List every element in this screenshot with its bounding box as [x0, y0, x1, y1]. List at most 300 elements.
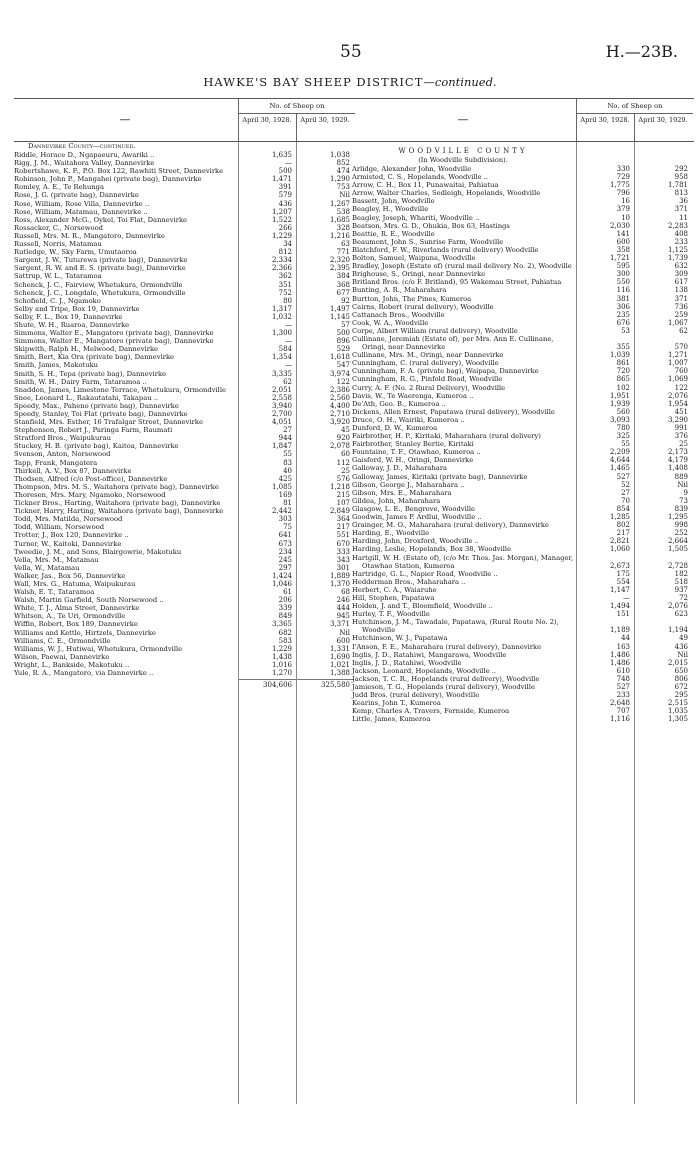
owner-name: Curry, A. F. (No. 2 Rural Delivery), Woodville — [352, 383, 506, 392]
sheep-1929: 2,320 — [329, 256, 350, 265]
owner-name: Shute, W. H., Ruaroa, Dannevirke — [14, 320, 130, 329]
sheep-1928: 1,635 — [271, 151, 292, 159]
table-row — [14, 264, 356, 272]
owner-name: Bradley, Joseph (Estate of) (rural mail delivery No. 2), Woodville — [352, 262, 572, 271]
owner-name: Little, James, Kumeroa — [352, 715, 431, 724]
sheep-1928: — — [285, 159, 292, 168]
owner-name: Jamieson, T. G., Hopelands (rural delivery), Woodville — [352, 683, 535, 691]
sheep-1928: 1,032 — [271, 312, 292, 321]
owner-name: Dunford, D. W., Kumeroa — [352, 424, 438, 432]
table-row — [14, 475, 356, 483]
sheep-1928: 2,334 — [271, 256, 292, 265]
sheep-1928: 1,116 — [609, 715, 630, 724]
sheep-1929: 63 — [341, 240, 350, 249]
owner-name: Blatchford, F. W., Riverlands (rural delivery) Woodville — [352, 245, 539, 254]
sheep-1928: 2,051 — [271, 385, 292, 394]
owner-name: Vella, Mrs. M., Matamau — [14, 555, 99, 564]
table-row — [352, 189, 694, 197]
table-row — [352, 464, 694, 472]
total-1929: 325,580 — [296, 679, 354, 689]
table-row — [14, 410, 356, 418]
sheep-1929: 2,710 — [329, 410, 350, 418]
sheep-1929: Nil — [677, 480, 688, 489]
table-row — [14, 637, 356, 645]
sheep-1928: 729 — [616, 173, 630, 182]
sheep-1929: 2,076 — [667, 602, 688, 611]
sheep-1929: 1,331 — [329, 644, 350, 653]
table-row — [14, 345, 356, 353]
owner-name: Cullinane, Mrs. M., Oringi, near Dannevirke — [352, 351, 504, 360]
table-row — [352, 254, 694, 262]
table-row — [352, 311, 694, 319]
sheep-1928: 151 — [616, 610, 630, 619]
sheep-1929: 1,889 — [329, 571, 350, 580]
sheep-1929: 1,781 — [667, 181, 688, 190]
owner-name: Russell, Norris, Matamau — [14, 240, 102, 249]
sheep-1928: 748 — [616, 674, 630, 683]
sheep-1928: 61 — [283, 588, 292, 597]
sheep-1928: 1,189 — [609, 626, 630, 635]
sheep-1928: 1,046 — [271, 579, 292, 588]
sheep-1928: 583 — [278, 636, 292, 645]
sheep-1928: 83 — [283, 458, 292, 467]
table-row — [14, 329, 356, 337]
table-row — [352, 473, 694, 481]
owner-name: Russell, Mrs. M. R., Mangatoro, Dannevirke — [14, 231, 165, 240]
table-row — [14, 200, 356, 208]
sheep-1928: 2,442 — [271, 507, 292, 516]
owner-name: Smith, James, Makotuku — [14, 361, 99, 370]
owner-name: Walsh, E. T., Tataramoa — [14, 588, 95, 597]
table-row — [352, 440, 694, 448]
owner-name: Gibson, George J., Maharahara .. — [352, 480, 465, 489]
table-row — [14, 297, 356, 305]
year-1929-header: April 30, 1929. — [296, 114, 353, 143]
table-row — [14, 548, 356, 556]
owner-name: Selby, F. L., Box 19, Dannevirke — [14, 312, 123, 321]
owner-name: Robertshawe, K. F., P.O. Box 122, Rawhiti Street, Dannevirke — [14, 167, 224, 176]
owner-name: Jackson, T. C. R., Hopelands (rural delivery), Woodville — [352, 674, 540, 683]
table-row — [352, 351, 694, 359]
owner-name: Fairbrother, Stanley Bertie, Kiritaki — [352, 440, 474, 449]
sheep-1928: 600 — [616, 237, 630, 246]
sheep-1928: 610 — [616, 666, 630, 675]
owner-name: Gildea, John, Maharahara — [352, 496, 441, 505]
sheep-on-header: No. of Sheep on — [576, 99, 693, 114]
sheep-1928: 1,721 — [609, 254, 630, 263]
owner-name: Turner, W., Kaitoki, Dannevirke — [14, 539, 122, 548]
sheep-1928: 175 — [616, 569, 630, 578]
sheep-1929: 623 — [674, 610, 688, 619]
table-row — [352, 392, 694, 400]
sheep-1928: 81 — [283, 499, 292, 508]
table-row — [352, 359, 694, 367]
section-heading: Dannevirke County—continued. — [28, 142, 136, 150]
sheep-1929: 2,664 — [667, 537, 688, 546]
sheep-1928: — — [623, 593, 630, 602]
owner-name: Todd, William, Norsewood — [14, 523, 105, 532]
owner-name: Goodwin, James P. Ardlui, Woodville .. — [352, 513, 482, 522]
sheep-1929: 600 — [336, 636, 350, 645]
owner-name: Bassett, John, Woodville — [352, 197, 435, 206]
owner-name: Beattie, R. E., Woodville — [352, 229, 435, 238]
sheep-1928: 1,300 — [271, 329, 292, 338]
owner-name: Schenck, J. C., Fairview, Whetukura, Ormondville — [14, 280, 183, 289]
sheep-1929: 1,021 — [329, 660, 350, 669]
sheep-1928: 554 — [616, 577, 630, 586]
sheep-1928: 527 — [616, 683, 630, 691]
sheep-1929: 2,173 — [667, 448, 688, 457]
owner-name: Hartridge, G. L., Napier Road, Woodville .. — [352, 569, 498, 578]
owner-name: Svenson, Anton, Norsewood — [14, 450, 111, 459]
sheep-1928: 861 — [616, 359, 630, 368]
table-row — [352, 618, 694, 634]
sheep-1929: 1,007 — [667, 359, 688, 368]
sheep-1928: 381 — [616, 294, 630, 303]
table-row — [14, 459, 356, 467]
sheep-1929: 107 — [336, 499, 350, 508]
sheep-1929: 1,145 — [329, 312, 350, 321]
sheep-1929: 45 — [341, 426, 350, 435]
sheep-1929: 632 — [674, 262, 688, 271]
table-row — [14, 321, 356, 329]
table-row — [352, 448, 694, 456]
sheep-1928: 297 — [278, 563, 292, 572]
sheep-1928: 1,471 — [271, 175, 292, 184]
sheep-1928: 34 — [283, 240, 292, 249]
sheep-1928: — — [285, 361, 292, 370]
sheep-1929: 1,505 — [667, 545, 688, 554]
sheep-1929: 806 — [674, 674, 688, 683]
sheep-1929: 301 — [336, 563, 350, 572]
sheep-1929: 760 — [674, 367, 688, 376]
sheep-1929: 11 — [679, 213, 688, 222]
sheep-1929: 1,194 — [667, 626, 688, 635]
table-row — [14, 232, 356, 240]
owner-name: Rose, William, Rose Villa, Dannevirke .. — [14, 199, 150, 208]
table-body — [352, 142, 694, 1104]
sheep-1929: 295 — [674, 691, 688, 700]
sheep-1928: 550 — [616, 278, 630, 287]
sheep-1928: 1,147 — [609, 585, 630, 594]
sheep-1929: 839 — [674, 504, 688, 513]
table-row — [14, 467, 356, 475]
year-1928-header: April 30, 1928. — [238, 114, 295, 143]
table-row — [14, 580, 356, 588]
year-1929-header: April 30, 1929. — [634, 114, 691, 143]
sheep-1928: 141 — [616, 229, 630, 238]
table-row — [14, 337, 356, 345]
section-subheading: (In Woodville Subdivision). — [418, 156, 508, 164]
owner-name: Harding, E., Woodville — [352, 529, 430, 538]
sheep-1928: 1,951 — [609, 391, 630, 400]
sheep-1928: 1,486 — [609, 658, 630, 667]
owner-name: Walsh, Martin Garfield, South Norsewood .. — [14, 596, 164, 605]
table-row — [14, 653, 356, 661]
sheep-1929: 518 — [674, 577, 688, 586]
table-row — [352, 643, 694, 651]
page-title — [0, 75, 700, 89]
sheep-1929: 60 — [341, 450, 350, 459]
table-row — [352, 505, 694, 513]
sheep-1928: 233 — [616, 691, 630, 700]
table-row — [352, 513, 694, 521]
sheep-1929: 1,618 — [329, 353, 350, 362]
table-row — [14, 248, 356, 256]
table-row — [352, 521, 694, 529]
sheep-1928: 1,285 — [609, 513, 630, 522]
sheep-1928: 70 — [621, 496, 630, 505]
sheep-1928: 55 — [621, 440, 630, 449]
sheep-1928: 303 — [278, 515, 292, 524]
sheep-1928: 379 — [616, 205, 630, 214]
owner-name: Snee, Leonard L., Rakautatahi, Takapau .. — [14, 393, 159, 402]
sheep-1928: 1,229 — [271, 231, 292, 240]
sheep-1928: 1,060 — [609, 545, 630, 554]
sheep-1928: 4,644 — [609, 456, 630, 465]
owner-name: Bolton, Samuel, Waipuna, Woodville — [352, 254, 476, 263]
sheep-1928: 27 — [283, 426, 292, 435]
right-column — [352, 98, 694, 1104]
table-row — [14, 216, 356, 224]
sheep-1928: 325 — [616, 432, 630, 441]
table-row — [352, 529, 694, 537]
owner-name: Thodsen, Alfred (c/o Post-office), Dannevirke — [14, 474, 168, 483]
table-row — [14, 442, 356, 450]
owner-name: Riddle, Horace D., Ngapaeuru, Awariki .. — [14, 151, 155, 159]
owner-name: Tweedie, J. M., and Sons, Blairgowrie, Makotuku — [14, 547, 182, 556]
table-row — [352, 173, 694, 181]
sheep-1928: 40 — [283, 466, 292, 475]
owner-name: Davis, W., Te Waerenga, Kumeroa .. — [352, 391, 474, 400]
owner-name: Speedy, Stanley, Toi Flat (private bag), Dannevirke — [14, 410, 188, 418]
sheep-1929: 547 — [336, 361, 350, 370]
owner-name: Stratford Bros., Waipukurau — [14, 434, 111, 443]
sheep-1928: 641 — [278, 531, 292, 540]
owner-name: I'Anson, F. E., Maharahara (rural delivery), Dannevirke — [352, 642, 542, 651]
table-row — [14, 224, 356, 232]
owner-name: Thirkell, A. V., Box 87, Dannevirke — [14, 466, 132, 475]
sheep-1929: 852 — [336, 159, 350, 168]
table-row — [352, 319, 694, 327]
sheep-1929: 2,386 — [329, 385, 350, 394]
sheep-1928: 1,039 — [609, 351, 630, 360]
sheep-1928: 1,438 — [271, 652, 292, 661]
sheep-1929: 4,400 — [329, 401, 350, 410]
sheep-1928: 2,558 — [271, 393, 292, 402]
table-row — [14, 402, 356, 410]
sheep-1929: 1,388 — [329, 669, 350, 677]
sheep-1928: 3,093 — [609, 415, 630, 424]
sheep-1929: 937 — [674, 585, 688, 594]
owner-name: Smith, W. H., Dairy Farm, Tataramoa .. — [14, 377, 147, 386]
sheep-1929: 2,560 — [329, 393, 350, 402]
sheep-1928: 780 — [616, 424, 630, 432]
sheep-1929: 1,408 — [667, 464, 688, 473]
owner-name: Gaisford, W. H., Oringi, Dannevirke — [352, 456, 474, 465]
sheep-1928: 10 — [621, 213, 630, 222]
table-row — [14, 572, 356, 580]
owner-name: Cairns, Robert (rural delivery), Woodville — [352, 302, 494, 311]
sheep-1929: 138 — [674, 286, 688, 295]
sheep-1928: 752 — [278, 288, 292, 297]
table-row — [352, 416, 694, 424]
owner-name: Selby and Tripe, Box 19, Dannevirke — [14, 304, 140, 313]
table-row — [14, 289, 356, 297]
sheep-1928: 1,424 — [271, 571, 292, 580]
sheep-1928: 1,229 — [271, 644, 292, 653]
sheep-1929: Nil — [339, 628, 350, 637]
table-row — [14, 426, 356, 434]
table-row — [14, 661, 356, 669]
owner-name: Thompson, Mrs. M. S., Waitahora (private bag), Dannevirke — [14, 482, 219, 491]
sheep-1928: 2,821 — [609, 537, 630, 546]
sheep-1928: 245 — [278, 555, 292, 564]
table-row — [14, 183, 356, 191]
sheep-1929: 1,218 — [329, 482, 350, 491]
sheep-1928: 116 — [616, 286, 630, 295]
sheep-1928: 1,354 — [271, 353, 292, 362]
owner-name: Jackson, Leonard, Hopelands, Woodville .. — [352, 666, 497, 675]
sheep-1929: 2,076 — [667, 391, 688, 400]
sheep-1928: 27 — [621, 488, 630, 497]
sheep-1929: 259 — [674, 310, 688, 319]
owner-name: Inglis, J. D., Ratahiwi, Mangarawa, Woodville — [352, 650, 507, 659]
sheep-1929: 570 — [674, 343, 688, 352]
owner-name: Speedy, Max., Paheno (private bag), Dannevirke — [14, 401, 179, 410]
owner-name: Cunningham, C. (rural delivery), Woodville — [352, 359, 499, 368]
table-row — [14, 272, 356, 280]
sheep-1928: 3,335 — [271, 369, 292, 378]
owner-name: Fountaine, T. F., Otawhao, Kumeroa .. — [352, 448, 481, 457]
sheep-1929: 73 — [679, 496, 688, 505]
sheep-1928: 306 — [616, 302, 630, 311]
table-row — [14, 240, 356, 248]
sheep-1928: 52 — [621, 480, 630, 489]
sheep-1928: 865 — [616, 375, 630, 384]
sheep-1928: 3,940 — [271, 401, 292, 410]
sheep-1928: 4,051 — [271, 418, 292, 427]
owner-name: Cunningham, R. G., Pinfold Road, Woodville — [352, 375, 503, 384]
sheep-1929: 384 — [336, 272, 350, 281]
sheep-1929: 958 — [674, 173, 688, 182]
sheep-1928: 1,847 — [271, 442, 292, 451]
table-row — [352, 205, 694, 213]
sheep-1929: 9 — [683, 488, 688, 497]
sheep-1929: 920 — [336, 434, 350, 443]
sheep-1929: 551 — [336, 531, 350, 540]
owner-name: Tickner Bros., Harting, Waitahora (private bag), Dannevirke — [14, 499, 221, 508]
table-row — [352, 554, 694, 570]
table-row — [14, 645, 356, 653]
owner-name: Stephenson, Robert J., Paringa Farm, Raumati — [14, 426, 173, 435]
table-row — [14, 515, 356, 523]
sheep-1929: 343 — [336, 555, 350, 564]
sheep-1929: 72 — [679, 593, 688, 602]
owner-name: Hurley, T. F., Woodville — [352, 610, 430, 619]
table-row — [352, 214, 694, 222]
sheep-1928: 720 — [616, 367, 630, 376]
sheep-1929: 1,271 — [667, 351, 688, 360]
owner-name: Kearins, John T., Kumeroa — [352, 699, 441, 708]
sheep-1929: 292 — [674, 165, 688, 173]
owner-name: Arrow, C. H., Box 11, Punawaitai, Pahiatua — [352, 181, 499, 190]
owner-name: Yule, R. A., Mangatoro, via Dannevirke .. — [14, 669, 154, 677]
owner-name: Ross, Alexander McG., Oykel, Toi Flat, Dannevirke — [14, 215, 188, 224]
name-column-header: — — [119, 113, 131, 126]
section-heading: WOODVILLE COUNTY — [398, 147, 528, 155]
owner-name: Wright, L., Bankside, Makotuku .. — [14, 660, 130, 669]
table-row — [14, 394, 356, 402]
sheep-1929: 68 — [341, 588, 350, 597]
sheep-1929: 896 — [336, 337, 350, 346]
table-row — [352, 270, 694, 278]
sheep-1928: 1,522 — [271, 215, 292, 224]
sheep-1928: 339 — [278, 604, 292, 613]
sheep-1928: 2,209 — [609, 448, 630, 457]
owner-name: Harding, John, Droxford, Woodville .. — [352, 537, 479, 546]
sheep-1928: 300 — [616, 270, 630, 279]
sheep-1929: Nil — [339, 191, 350, 200]
sheep-1928: 169 — [278, 490, 292, 499]
owner-name: Williams, W. J., Hutiwai, Whetukura, Ormondville — [14, 644, 183, 653]
owner-name: Hutchinson, W. J., Papatawa — [352, 634, 448, 643]
sheep-1928: 673 — [278, 539, 292, 548]
sheep-1928: 2,673 — [609, 561, 630, 570]
table-row — [352, 683, 694, 691]
total-row — [14, 679, 356, 689]
sheep-1929: 2,395 — [329, 264, 350, 273]
sheep-1929: 813 — [674, 189, 688, 198]
table-row — [352, 586, 694, 594]
owner-name: Williams and Kettle, Hirtzels, Dannevirke — [14, 628, 156, 637]
sheep-1929: 1,267 — [329, 199, 350, 208]
table-row — [352, 286, 694, 294]
sheep-1928: 944 — [278, 434, 292, 443]
owner-name: Skipwith, Ralph H., Melwood, Dannevirke — [14, 345, 159, 354]
sheep-1928: 425 — [278, 474, 292, 483]
sheep-1928: 55 — [283, 450, 292, 459]
sheep-1929: 112 — [336, 458, 350, 467]
sheep-1929: 1,370 — [329, 579, 350, 588]
sheep-1929: 217 — [336, 523, 350, 532]
sheep-1929: 1,290 — [329, 175, 350, 184]
table-row — [14, 612, 356, 620]
owner-name: Vella, W., Matamau — [14, 563, 80, 572]
owner-name: Beagley, H., Woodville — [352, 205, 429, 214]
sheep-1929: 233 — [674, 237, 688, 246]
owner-name: Schofield, C. J., Ngamoko — [14, 296, 101, 305]
owner-name: Hedderman Bros., Maharahara .. — [352, 577, 466, 586]
owner-name: Corpe, Albert William (rural delivery), Woodville — [352, 326, 518, 335]
sheep-1928: 854 — [616, 504, 630, 513]
owner-name: De'Ath, Geo. B., Kumeroa .. — [352, 399, 446, 408]
owner-name: Fairbrother, H. P., Kiritaki, Maharahara (rural delivery) — [352, 432, 541, 441]
table-row — [352, 262, 694, 270]
table-row — [352, 197, 694, 205]
sheep-1929: 889 — [674, 472, 688, 481]
owner-name: Beatson, Mrs. G. D., Ohukia, Box 63, Hastings — [352, 221, 510, 230]
owner-name: Cook, W. A., Woodville — [352, 318, 429, 327]
owner-name: Stanfield, Mrs. Esther, 16 Trafalgar Street, Dannevirke — [14, 418, 203, 427]
sheep-1928: 707 — [616, 707, 630, 716]
sheep-1928: 80 — [283, 296, 292, 305]
owner-name: Inglis, J. D., Ratahiwi, Woodville — [352, 658, 462, 667]
title-main: HAWKE'S BAY SHEEP DISTRICT — [203, 75, 424, 89]
owner-name: Armisted, C. S., Hopelands, Woodville .. — [352, 173, 489, 182]
sheep-1929: 998 — [674, 521, 688, 530]
sheep-1929: 408 — [674, 229, 688, 238]
